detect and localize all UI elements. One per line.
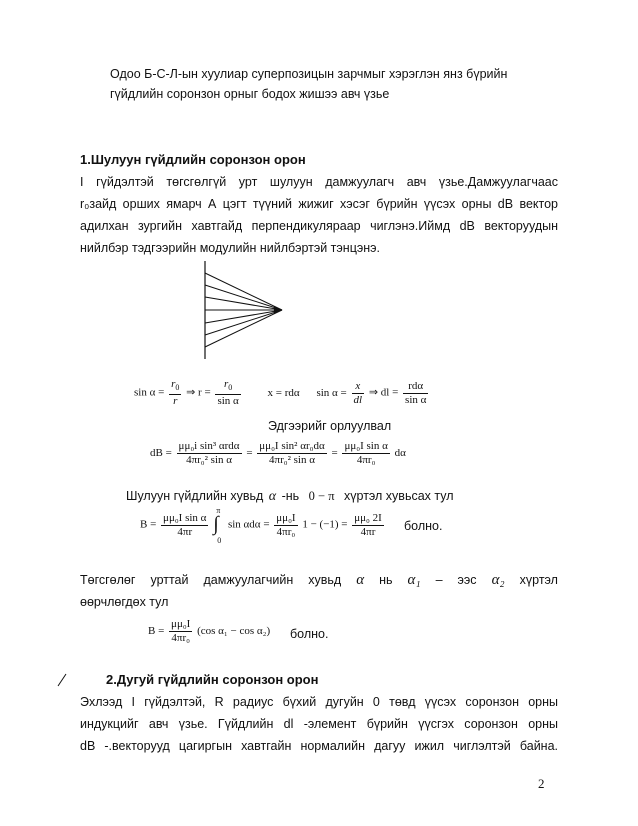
intro-line-1: Одоо Б-С-Л-ын хуулиар суперпозицын зарчмыг хэрэглэн янз бүрийн [110,67,508,81]
section2-line: dB -.векторууд цагиргын хавтгайн нормалийн дагуу ижил чиглэлтэй байна. [80,739,558,753]
page-number: 2 [538,776,545,791]
arrowhead [274,306,282,314]
conductor-diagram [196,255,296,365]
section1-paragraph-line: нийлбэр тэдгээрийн модулийн нийлбэртэй тэнцэнэ. [80,241,380,255]
range-line: Шулуун гүйдлийн хувьд α -нь 0 − π хүртэл хувьсах тул [126,489,454,504]
section2-line: индукцийг авч үзье. Гүйдлийн dl -элемент бүрийн үүсгэх соронзон орны [80,717,558,731]
section1-paragraph-line: I гүйдэлтэй төгсгөлгүй урт шулуун дамжуулагч авч үзье.Дамжуулагчаас [80,175,558,189]
ray-line [205,310,282,335]
ray-line [205,310,282,347]
section1-paragraph-line: адилхан зургийн хавтгайд перпендикуляраар чиглэнэ.Иймд dB векторуудын [80,219,558,233]
eq4-tail: болно. [290,627,329,641]
section1-paragraph-line: r₀зайд орших ямарч А цэгт түүний жижиг хэсэг бүрийн үүсэх орны dB вектор [80,197,558,211]
stray-slash-mark [56,672,68,688]
section2-heading: 2.Дугуй гүйдлийн соронзон орон [106,672,319,687]
equation-B-finite: B = $\frac{\text{μμ₀I}}{\text{4πr₀}}$ (cos α₁ − cos α₂) [148,618,271,644]
finite-line-2: өөрчлөгдөх тул [80,595,169,609]
ray-line [205,285,282,310]
section1-heading: 1.Шулуун гүйдлийн соронзон орон [80,152,306,167]
equation-B-integral: B = $\frac{\text{μμ₀I sin α}}{4\pi r}$ π ∫ 0 sin αdα = $\frac{\text{μμ₀I}}{\text{4πr₀}}$ 1 − (−1) = $\frac{\text{μμ₀ 2I}}{4\pi r}$ [140,506,382,545]
ray-line [205,297,282,310]
finite-line: Төгсгөлөг урттай дамжуулагчийн хувьд α нь α₁ – ээс α₂ хүртэл [80,572,558,588]
intro-line-2: гүйдлийн соронзон орныг бодох жишээ авч үзье [110,87,390,101]
ray-line [205,273,282,310]
equation-dB: dB = $\frac{\text{μμ₀i sin³ αrdα}}{\text{4πr₀² sin α}}$ = $\frac{\text{μμ₀I sin² αr₀dα}}{\text{4πr₀² sin α}}$ = $\frac{\text{μμ₀I sin α}}{\text{4πr₀}}$ dα [150,440,406,466]
section2-line: Эхлээд I гүйдэлтэй, R радиус бүхий дугуйн 0 төвд үүсэх соронзон орны [80,695,558,709]
ray-line [205,310,282,323]
equation-sin-relations: sin α = $\frac{r_0}{r}$ ⇒ r = $\frac{r_0}{\text{sin α}}$ x = rdα sin α = $\frac{x}{dl}$ ⇒ dl = $\frac{\text{rdα}}{\text{sin α}}$ [134,378,427,408]
substitute-label: Эдгээрийг орлуулвал [268,419,392,433]
eq3-tail: болно. [404,519,443,533]
